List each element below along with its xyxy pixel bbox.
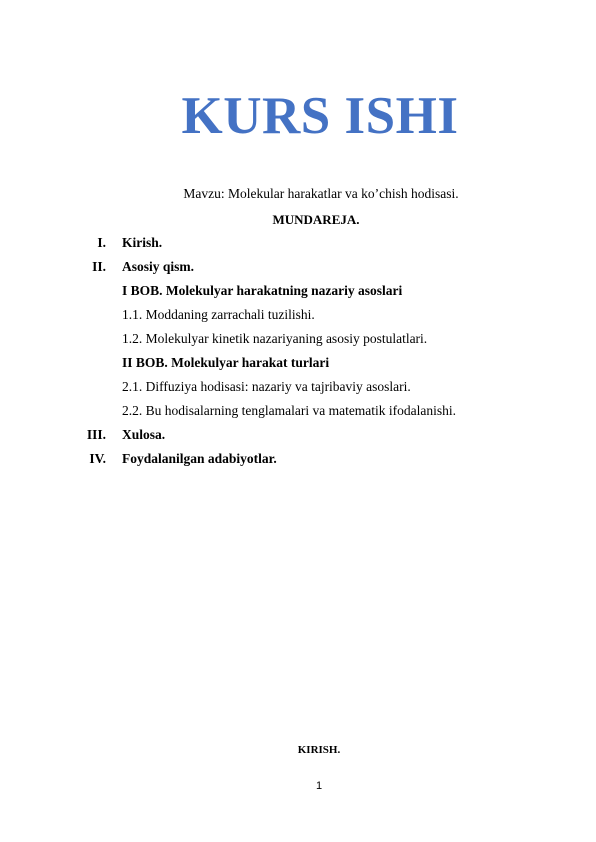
toc-item-text: Kirish.	[122, 235, 163, 250]
toc-item-number: II.	[92, 259, 106, 274]
toc-item	[0, 402, 596, 426]
toc-item	[0, 258, 596, 282]
section-heading: KIRISH.	[297, 744, 341, 756]
document-subtitle: Mavzu: Molekular harakatlar va ko’chish hodisasi.	[183, 186, 459, 201]
toc-item	[0, 330, 596, 354]
toc-item	[0, 282, 596, 306]
toc-item-text: 1.2. Molekulyar kinetik nazariyaning asosiy postulatlari.	[122, 331, 428, 346]
toc-item	[0, 378, 596, 402]
toc-heading: MUNDAREJA.	[272, 212, 360, 227]
toc-item-text: I BOB. Molekulyar harakatning nazariy asoslari	[122, 283, 403, 298]
toc-item	[0, 234, 596, 258]
toc-item	[0, 426, 596, 450]
toc-item-text: Xulosa.	[122, 427, 166, 442]
toc-item-number: I.	[97, 235, 106, 250]
document-title: KURS ISHI	[181, 87, 459, 145]
toc-item-text: 2.2. Bu hodisalarning tenglamalari va matematik ifodalanishi.	[122, 403, 457, 418]
toc-item-text: Foydalanilgan adabiyotlar.	[122, 451, 277, 466]
toc-item-text: 2.1. Diffuziya hodisasi: nazariy va tajribaviy asoslari.	[122, 379, 411, 394]
toc-item-text: 1.1. Moddaning zarrachali tuzilishi.	[122, 307, 315, 322]
toc-item-number: III.	[86, 427, 106, 442]
toc-item	[0, 306, 596, 330]
toc-item-number: IV.	[89, 451, 106, 466]
toc-item	[0, 450, 596, 474]
toc-item	[0, 354, 596, 378]
toc-item-text: Asosiy qism.	[122, 259, 195, 274]
toc-item-text: II BOB. Molekulyar harakat turlari	[122, 355, 330, 370]
page-number: 1	[315, 780, 323, 792]
